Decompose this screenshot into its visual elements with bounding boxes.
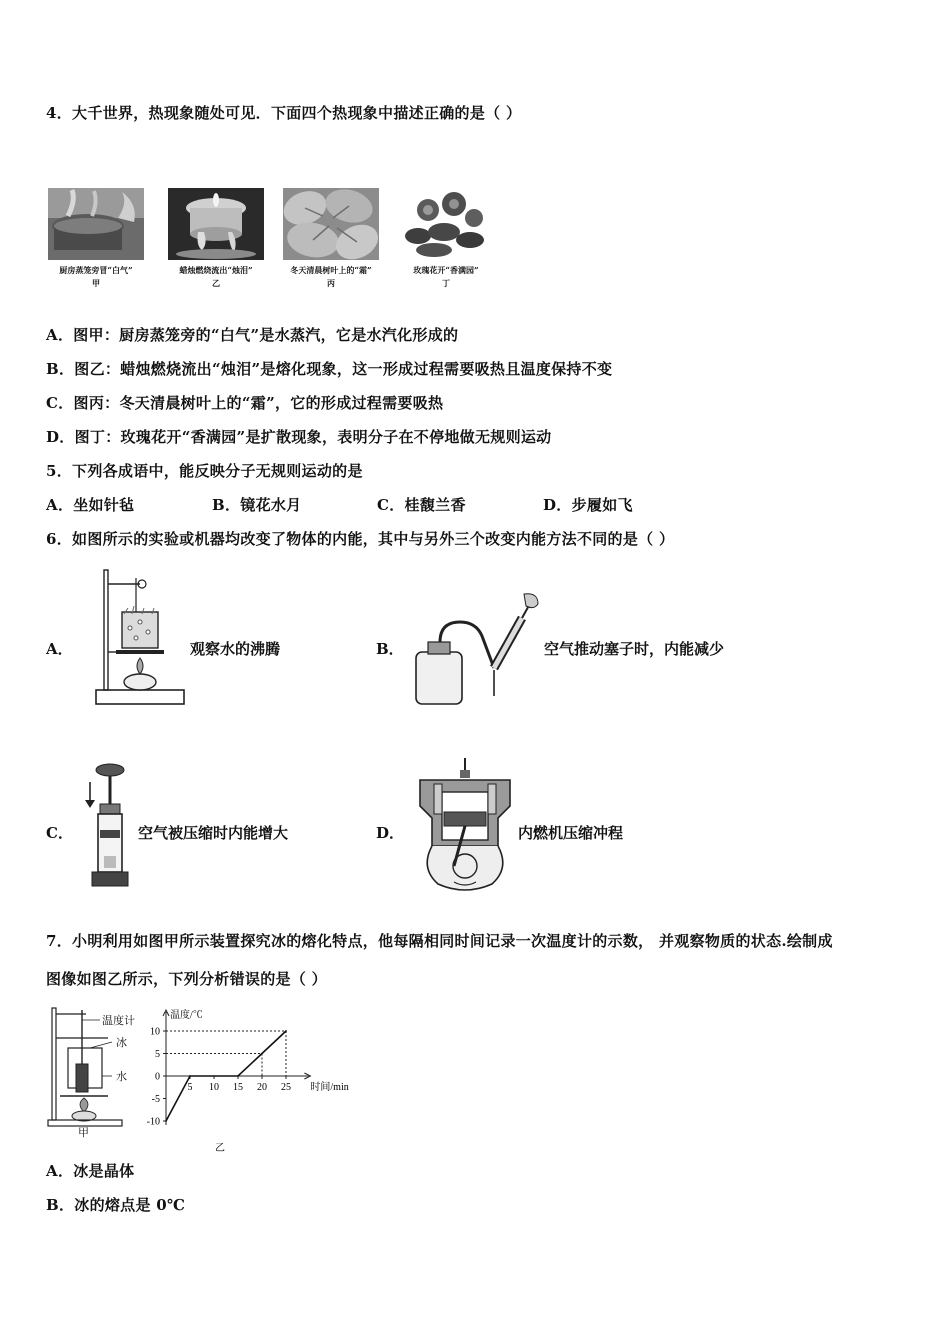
photo-frost-leaves bbox=[283, 188, 379, 260]
data-point bbox=[237, 1075, 239, 1077]
photo-candle-caption bbox=[161, 264, 271, 290]
caption-text: 蜡烛燃烧流出“烛泪” bbox=[179, 265, 253, 275]
photo-steamer-caption bbox=[41, 264, 151, 290]
q6-option-c-letter[interactable]: C． bbox=[46, 824, 73, 842]
q4-option-a[interactable]: A．图甲：厨房蒸笼旁的“白气”是水蒸汽，它是水汽化形成的 bbox=[46, 326, 459, 344]
q7-option-a[interactable]: A．冰是晶体 bbox=[46, 1162, 135, 1180]
q6-option-a-caption[interactable]: 观察水的沸腾 bbox=[190, 640, 281, 658]
x-axis-label: 时间/min bbox=[310, 1082, 349, 1093]
q5-option-a[interactable]: A．坐如针毡 bbox=[46, 496, 135, 514]
q6-stem: 6．如图所示的实验或机器均改变了物体的内能，其中与另外三个改变内能方法不同的是（ ） bbox=[46, 530, 675, 548]
label-water: 水 bbox=[116, 1070, 127, 1083]
q7-option-b[interactable]: B．冰的熔点是 0℃ bbox=[46, 1196, 186, 1214]
engine-figure bbox=[414, 756, 516, 896]
q5-option-b[interactable]: B．镜花水月 bbox=[212, 496, 302, 514]
data-point bbox=[165, 1120, 167, 1122]
data-point bbox=[285, 1030, 287, 1032]
photo-candle bbox=[168, 188, 264, 260]
q4-option-d[interactable]: D．图丁：玫瑰花开“香满园”是扩散现象，表明分子在不停地做无规则运动 bbox=[46, 428, 552, 446]
caption-label: 乙 bbox=[212, 278, 220, 288]
x-tick-label: 5 bbox=[187, 1082, 193, 1093]
photo-steamer bbox=[48, 188, 144, 260]
q4-option-c[interactable]: C．图丙：冬天清晨树叶上的“霜”，它的形成过程需要吸热 bbox=[46, 394, 444, 412]
x-tick-label: 10 bbox=[209, 1082, 219, 1093]
q5-option-c[interactable]: C．桂馥兰香 bbox=[377, 496, 466, 514]
compression-cylinder-figure bbox=[80, 760, 130, 892]
data-point bbox=[189, 1075, 191, 1077]
q5-option-d[interactable]: D．步履如飞 bbox=[543, 496, 633, 514]
q6-option-d-caption[interactable]: 内燃机压缩冲程 bbox=[518, 824, 624, 842]
photo-rose bbox=[398, 188, 494, 260]
y-axis-label: 温度/℃ bbox=[170, 1010, 203, 1021]
photo-rose-caption bbox=[391, 264, 501, 290]
q6-option-a-letter[interactable]: A． bbox=[46, 640, 73, 658]
temperature-time-chart bbox=[134, 1002, 364, 1154]
y-tick-label: 0 bbox=[155, 1071, 160, 1083]
y-tick-label: 10 bbox=[150, 1026, 160, 1038]
q6-option-b-caption[interactable]: 空气推动塞子时，内能减少 bbox=[544, 640, 725, 658]
q4-option-b[interactable]: B．图乙：蜡烛燃烧流出“烛泪”是熔化现象，这一形成过程需要吸热且温度保持不变 bbox=[46, 360, 613, 378]
chart-fig-label: 乙 bbox=[215, 1143, 225, 1154]
caption-text: 玫瑰花开“香满园” bbox=[413, 265, 479, 275]
label-thermometer: 温度计 bbox=[102, 1014, 135, 1027]
label-fig-jia: 甲 bbox=[78, 1126, 89, 1139]
photo-frost-caption bbox=[276, 264, 386, 290]
x-tick-label: 25 bbox=[281, 1082, 291, 1093]
caption-text: 冬天清晨树叶上的“霜” bbox=[290, 265, 372, 275]
q6-option-b-letter[interactable]: B． bbox=[376, 640, 404, 658]
y-tick-label: 5 bbox=[155, 1049, 160, 1060]
caption-label: 丁 bbox=[442, 278, 450, 288]
boiling-apparatus-figure bbox=[92, 566, 188, 710]
caption-label: 甲 bbox=[92, 278, 100, 288]
caption-label: 丙 bbox=[327, 278, 335, 288]
x-tick-label: 15 bbox=[233, 1082, 243, 1093]
y-tick-label: -10 bbox=[146, 1116, 160, 1128]
q4-stem: 4．大千世界，热现象随处可见．下面四个热现象中描述正确的是（ ） bbox=[46, 104, 522, 122]
q6-option-d-letter[interactable]: D． bbox=[376, 824, 405, 842]
bottle-pump-figure bbox=[410, 592, 544, 708]
x-tick-label: 20 bbox=[257, 1082, 267, 1093]
q5-stem: 5．下列各成语中，能反映分子无规则运动的是 bbox=[46, 462, 363, 480]
q6-option-c-caption[interactable]: 空气被压缩时内能增大 bbox=[138, 824, 289, 842]
q7-stem-line1: 7．小明利用如图甲所示装置探究冰的熔化特点，他每隔相同时间记录一次温度计的示数， 并观察物质的状态.绘制成 bbox=[46, 932, 833, 950]
q7-stem-line2: 图像如图乙所示，下列分析错误的是（ ） bbox=[46, 970, 327, 988]
y-tick-label: -5 bbox=[151, 1094, 160, 1105]
caption-text: 厨房蒸笼旁冒“白气” bbox=[59, 265, 133, 275]
label-ice: 冰 bbox=[116, 1036, 127, 1049]
